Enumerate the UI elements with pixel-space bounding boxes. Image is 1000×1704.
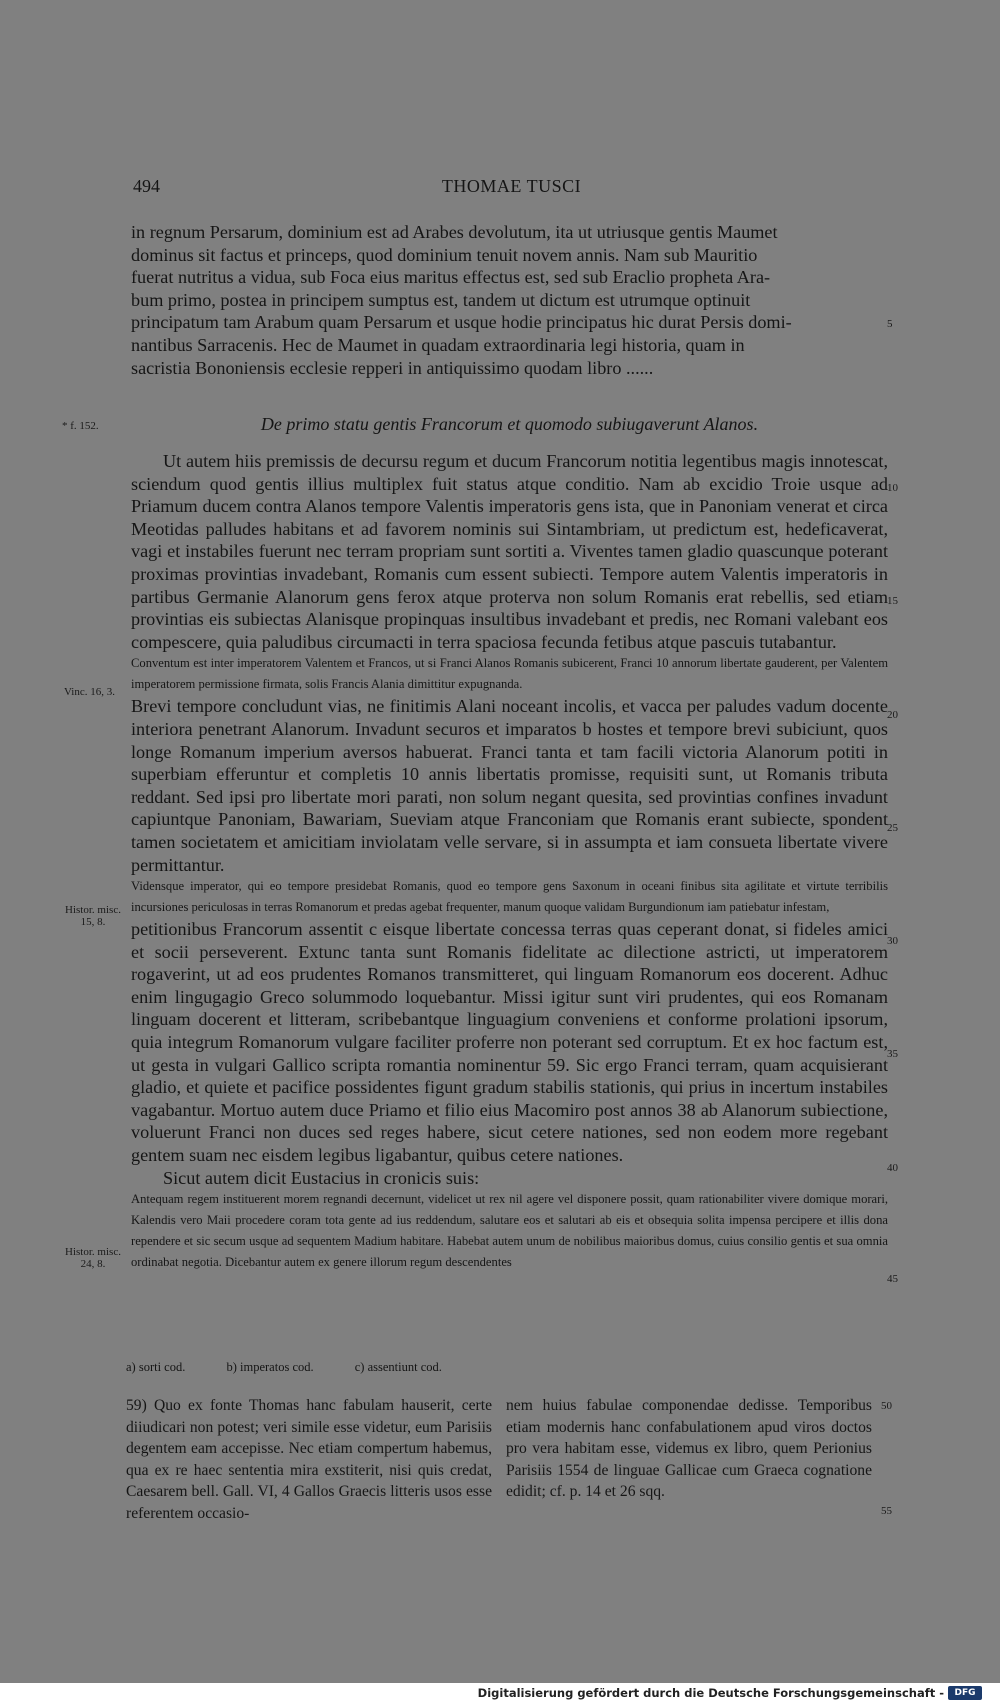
footnote-left-column: 59) Quo ex fonte Thomas hanc fabulam hauserit, certe diiudicari non potest; veri simile esse videtur, eum Parisiis degentem eam accepisse. Nec etiam compertum habemus, qua ex re haec sententia mira exstiterit, nisi quis credat, Caesarem bell. Gall. VI, 4 Gallos Graecis litteris usos esse referentem occasio-: [126, 1397, 492, 1522]
paragraph: petitionibus Francorum assentit c eisque libertate concessa terras quas ceperant donat, si fideles amici et socii perseverent. Extunc tanta sunt Romanis fidelitate ac dilectione astricti, ut imperatorem rogaverint, ut ad eos prudentes Romanos transmitteret, qui linguam Romanorum eos docerent. Adhuc enim lingugagio Greco solummodo loquebantur. Missi igitur sunt viri prudentes, qui eos Romanam linguam docerent et litteram, scribebantque linguagium conveniens et conforme prolationi ipsorum, quia integrum Romanorum vulgare faciliter proferre non poterant sed corruptum. Et ex hoc factum est, ut gesta in vulgari Gallico scripta romantia nominentur 59. Sic ergo Franci terram, quam acquisierant gladio, et quiete et pacifice possidentes figunt gradum stabilis stationis, qui prius in incertum instabiles vagabantur. Mortuo autem duce Priamo et filio eius Macomiro post annos 38 ab Alanorum subiectione, voluerunt Franci non duces sed reges habere, sicut cetere nationes, sed non eodem more regebant gentem suam nec eisdem legibus ligabantur, quibus cetere nationes.: [131, 919, 888, 1166]
apparatus-note: c) assentiunt cod.: [354, 1360, 442, 1374]
section-heading: De primo statu gentis Francorum et quomodo subiugaverunt Alanos.: [260, 414, 759, 434]
text-line: dominus sit factus et princeps, quod dominium tenuit novem annis. Nam sub Mauritio: [131, 244, 758, 265]
footer-credit: Digitalisierung gefördert durch die Deutsche Forschungsgemeinschaft -: [477, 1686, 944, 1700]
source-quote: Vidensque imperator, qui eo tempore presidebat Romanis, quod eo tempore gens Saxonum in oceani finibus sita agilitate et virtute terribilis incursiones periculosas in terras Romanorum et predas agebat frequenter, manum quoque validam Burgundionum iam patiebatur infestam,: [131, 879, 888, 915]
paragraph: Ut autem hiis premissis de decursu regum et ducum Francorum notitia legentibus magis innotescat, sciendum quod gentis illius multiplex fuit status atque conditio. Nam ab excidio Troie usque ad Priamum ducem contra Alanos tempore Valentis imperatoris gens ista, que in Panoniam venerat et circa Meotidas palludes habitans et ad favorem nominis sui Sintambriam, ut predictum est, hedeficaverat, vagi et instabiles fuerunt nec terram propriam sunt sortiti a. Viventes tamen gladio quascunque poterant proximas provintias invadebant, Romanis cum essent subiecti. Tempore autem Valentis imperatoris in partibus Germanie Alanorum gens ferox atque proterva non solum Romanis erat rebellis, sed etiam provintias eis subiectas Alanisque propinquas insultibus invadebant et predis, nec Romani valebant eos compescere, quia paludibus circumacti in terra spaciosa fecunda fetibus atque pascuis tutabantur.: [131, 451, 888, 652]
text-line: fuerat nutritus a vidua, sub Foca eius maritus effectus est, sed sub Eraclio propheta Ara-: [131, 267, 771, 288]
line-number: 10: [887, 482, 898, 494]
running-header: [133, 176, 890, 206]
margin-source: Vinc. 16, 3.: [64, 686, 115, 698]
line-number: 15: [887, 595, 898, 607]
paragraph: Brevi tempore concludunt vias, ne finitimis Alani noceant incolis, et vacca per paludes vadum docente interiora penetrant Alanorum. Invadunt securos et imparatos b hostes et tempore brevi subiciunt, quos longe Romanum imperium aversos habuerat. Franci tanta et tam facili victoria Alanorum potiti in superbiam efferuntur et completis 10 annis libertatis promisse, requisiti sunt, ut Romanis tributa reddant. Sed ipsi pro libertate mori parati, non solum negant quesita, sed provintias confines invadunt capiuntque Panoniam, Bawariam, Sueviam atque Franconiam que Romanis erant subiecte, spondent tamen societatem et amicitiam inviolatam velle servare, si in assumpta et iam consueta libertate vivere permittantur.: [131, 696, 888, 875]
main-body: [131, 450, 888, 1273]
continuation-text: [131, 221, 888, 379]
text-line: nantibus Sarracenis. Hec de Maumet in quadam extraordinaria legi historia, quam in: [131, 334, 745, 355]
text-line: bum primo, postea in principem sumptus est, tandem ut dictum est utrumque optinuit: [131, 289, 751, 310]
critical-apparatus: [126, 1360, 866, 1375]
source-quote: Conventum est inter imperatorem Valentem et Francos, ut si Franci Alanos Romanis subicerent, Franci 10 annorum libertate gauderent, per Valentem imperatorem permissione firmata, solis Francis Alania dimittitur expugnanda.: [131, 656, 888, 692]
line-number: 35: [887, 1048, 898, 1060]
apparatus-note: a) sorti cod.: [126, 1360, 186, 1374]
margin-source: Histor. misc. 15, 8.: [65, 904, 121, 928]
folio-note: * f. 152.: [62, 420, 99, 432]
apparatus-note: b) imperatos cod.: [226, 1360, 314, 1374]
line-number: 5: [887, 318, 893, 330]
margin-source: Histor. misc. 24, 8.: [65, 1246, 121, 1270]
text-line: sacristia Bononiensis ecclesie repperi in antiquissimo quodam libro ......: [131, 357, 654, 378]
digitization-footer: [0, 1683, 1000, 1704]
source-quote: Antequam regem instituerent morem regnandi decernunt, videlicet ut rex nil agere vel disponere possit, quam rationabiliter vivere domique morari, Kalendis vero Maii procedere coram tota gente ad ius reddendum, salutare eos et salutari ab eis et obsequia solita impensa percipere et illis dona rependere et sic secum usque ad sequentem Madium habitare. Habebat autem unum de nobilibus maioribus domus, cuius consilio gentis et sua omnia ordinabat negotia. Dicebantur autem ex genere illorum regum descendentes: [131, 1192, 888, 1270]
paragraph: Sicut autem dicit Eustacius in cronicis suis:: [163, 1167, 480, 1188]
dfg-logo-icon: DFG: [948, 1686, 982, 1700]
page-number: 494: [133, 176, 160, 196]
line-number: 50: [881, 1400, 892, 1412]
line-number: 40: [887, 1162, 898, 1174]
footnote-right-column: nem huius fabulae componendae dedisse. Temporibus etiam modernis hanc confabulationem apud viros doctos pro vera habitam esse, videmus ex libro, quem Perionius Parisiis 1554 de linguae Gallicae cum Graeca cognatione edidit; cf. p. 14 et 26 sqq.: [506, 1397, 872, 1500]
line-number: 25: [887, 822, 898, 834]
line-number: 30: [887, 935, 898, 947]
line-number: 55: [881, 1505, 892, 1517]
text-line: in regnum Persarum, dominium est ad Arabes devolutum, ita ut utriusque gentis Maumet: [131, 222, 778, 242]
line-number: 45: [887, 1273, 898, 1285]
line-number: 20: [887, 709, 898, 721]
running-title: THOMAE TUSCI: [441, 176, 582, 196]
text-line: principatum tam Arabum quam Persarum et usque hodie principatus hic durat Persis domi-: [131, 312, 792, 333]
